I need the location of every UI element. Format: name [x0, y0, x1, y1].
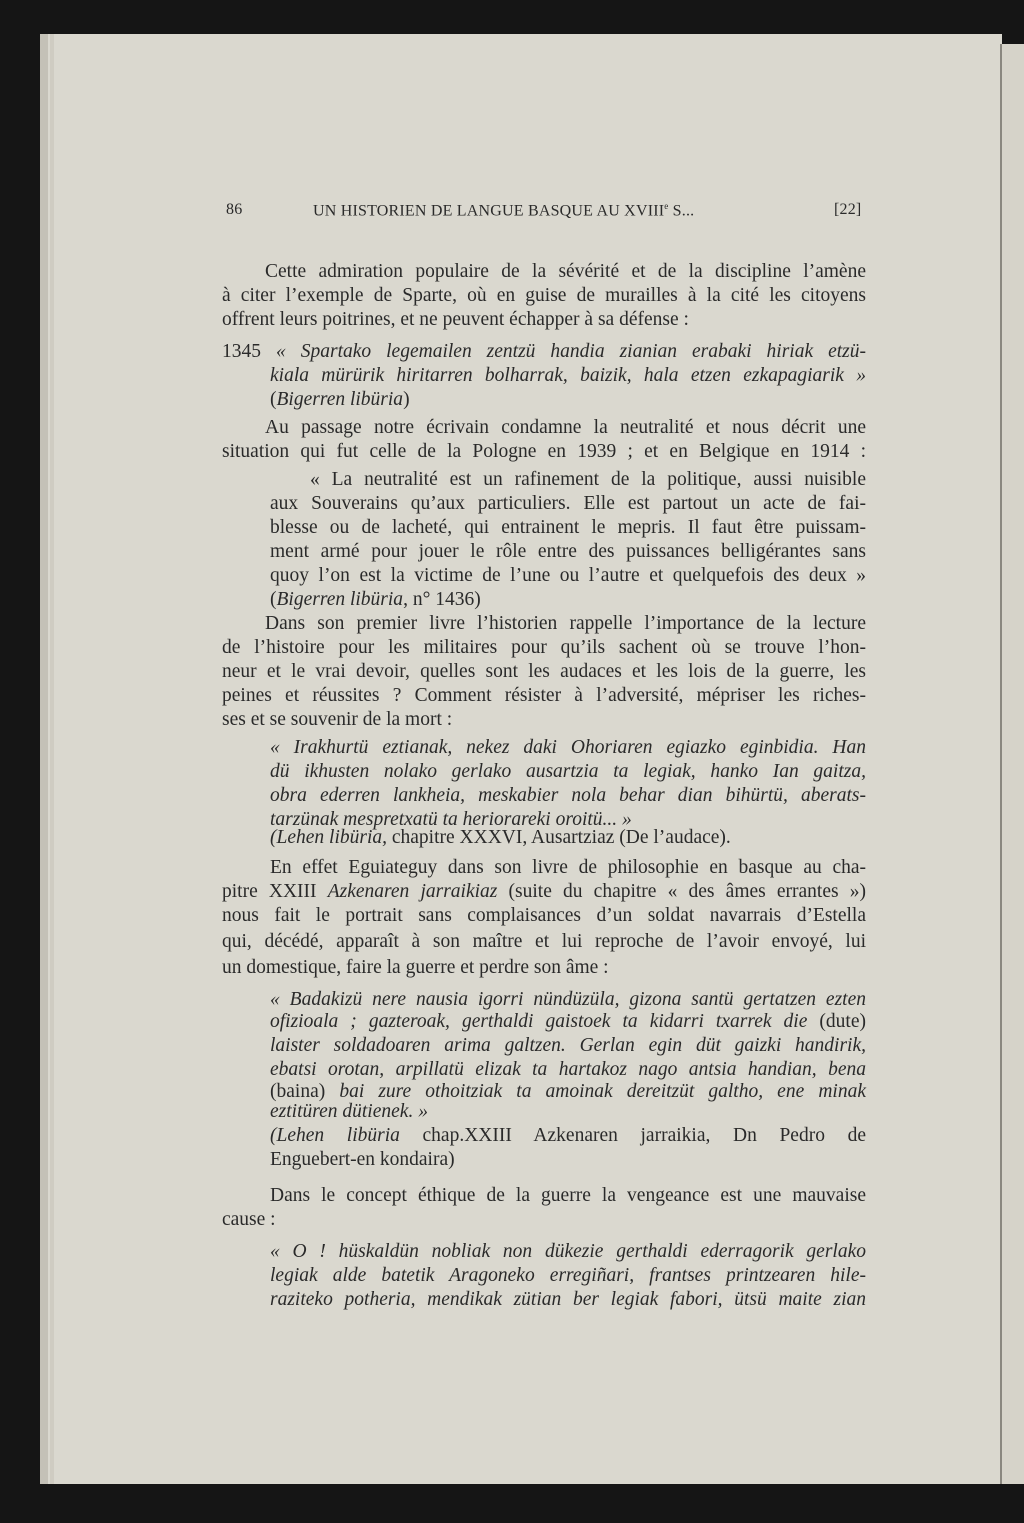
text: un domestique, faire la guerre et perdre son âme :: [222, 957, 609, 978]
text-line: [310, 469, 866, 491]
text-line: [222, 341, 866, 363]
text: Cette admiration populaire de la sévérité et de la discipline l’amène: [265, 261, 866, 282]
italic-text: dü ikhusten nolako gerlako ausartzia ta legiak, hanko Ian gaitza,: [270, 761, 866, 782]
text-line: [222, 661, 866, 683]
italic-text: Bigerren libüria: [276, 589, 404, 610]
facing-page-edge: [1000, 44, 1024, 1484]
italic-text: bai zure othoitziak ta amoinak dereitzüt galtho, ene minak: [339, 1081, 866, 1102]
text-line: [270, 589, 866, 611]
italic-text: raziteko potheria, mendikak zütian ber legiak fabori, ütsü maite zian: [270, 1289, 866, 1310]
italic-text: « Irakhurtü eztianak, nekez daki Ohoriaren egiazko eginbidia. Han: [270, 737, 866, 758]
italic-text: legiak alde batetik Aragoneko erregiñari, frantses printzearen hile-: [270, 1265, 866, 1286]
text-line: [270, 785, 866, 807]
text: , n° 1436): [403, 589, 481, 610]
italic-text: laister soldadoaren arima galtzen. Gerlan egin düt gaizki handirik,: [270, 1035, 866, 1056]
text-line: [270, 1101, 866, 1123]
running-title-sup: e: [664, 201, 669, 211]
italic-text: eztitüren dütienek. »: [270, 1101, 428, 1122]
text: à citer l’exemple de Sparte, où en guise de murailles à la cité les citoyens: [222, 285, 866, 306]
text-line: [270, 1059, 866, 1081]
text: 1345: [222, 341, 276, 362]
text: Enguebert-en kondaira): [270, 1149, 455, 1170]
text: chapitre XXXVI, Ausartziaz (De l’audace).: [387, 827, 731, 848]
text-line: [270, 1185, 866, 1207]
text: de l’histoire pour les militaires pour qu’ils sachent où se trouve l’hon-: [222, 637, 866, 658]
italic-text: (Lehen libüria,: [270, 827, 387, 848]
italic-text: kiala mürürik hiritarren bolharrak, baizik, hala etzen ezkapagiarik »: [270, 365, 866, 386]
text-line: [270, 737, 866, 759]
text-line: [265, 261, 866, 283]
text-line: [222, 441, 866, 463]
text-line: [270, 1011, 866, 1033]
text: nous fait le portrait sans complaisances d’un soldat navarrais d’Estella: [222, 905, 866, 926]
text-line: [222, 1209, 866, 1231]
text-line: [270, 493, 866, 515]
text-line: [270, 761, 866, 783]
text: Dans le concept éthique de la guerre la vengeance est une mauvaise: [270, 1185, 866, 1206]
italic-text: Bigerren libüria: [276, 389, 404, 410]
running-title: [313, 201, 694, 220]
text-line: [270, 1241, 866, 1263]
text: qui, décédé, apparaît à son maître et lui reproche de l’avoir envoyé, lui: [222, 931, 866, 952]
text-line: [222, 285, 866, 307]
text: cause :: [222, 1209, 276, 1230]
text: ): [403, 389, 410, 410]
text-line: [270, 541, 866, 563]
text: (: [270, 389, 277, 410]
bracket-number: [22]: [834, 201, 862, 218]
text: Dans son premier livre l’historien rappelle l’importance de la lecture: [265, 613, 866, 634]
text: (suite du chapitre « des âmes errantes »): [497, 881, 866, 902]
text: Au passage notre écrivain condamne la neutralité et nous décrit une: [265, 417, 866, 438]
text: ment armé pour jouer le rôle entre des puissances belligérantes sans: [270, 541, 866, 562]
italic-text: « Spartako legemailen zentzü handia zianian erabaki hiriak etzü-: [276, 341, 867, 362]
text-line: [222, 709, 866, 731]
italic-text: « O ! hüskaldün nobliak non dükezie gerthaldi ederragorik gerlako: [270, 1241, 866, 1262]
text-line: [270, 857, 866, 879]
text: chap.XXIII Azkenaren jarraikia, Dn Pedro de: [399, 1125, 866, 1146]
page-number: 86: [226, 201, 243, 218]
text-line: [270, 1289, 866, 1311]
text: blesse ou de lacheté, qui entrainent le mepris. Il faut être puissam-: [270, 517, 866, 538]
text-line: [270, 365, 866, 387]
italic-text: ofizioala ; gazteroak, gerthaldi gaistoek ta kidarri txarrek die: [270, 1011, 808, 1032]
italic-text: « Badakizü nere nausia igorri nündüzüla, gizona santü gertatzen ezten: [270, 989, 866, 1010]
text: (baina): [270, 1081, 340, 1102]
text-line: [270, 565, 866, 587]
italic-text: tarzünak mespretxatü ta heriorareki oroitü... »: [270, 809, 632, 830]
text-line: [222, 309, 866, 331]
text: ses et se souvenir de la mort :: [222, 709, 453, 730]
text: (: [270, 589, 277, 610]
text-line: [270, 989, 866, 1011]
text: En effet Eguiateguy dans son livre de philosophie en basque au cha-: [270, 857, 866, 878]
text-line: [270, 1265, 866, 1287]
running-title-end: S...: [668, 202, 695, 220]
text-line: [270, 1149, 866, 1171]
page-edge: [50, 34, 54, 1484]
italic-text: Azkenaren jarraikiaz: [327, 881, 498, 902]
text-line: [270, 389, 866, 411]
text-line: [270, 517, 866, 539]
text-line: [222, 905, 866, 927]
text-line: [265, 417, 866, 439]
text-line: [222, 957, 866, 979]
text-line: [270, 827, 866, 849]
text: « La neutralité est un rafinement de la politique, aussi nuisible: [310, 469, 866, 490]
italic-text: obra ederren lankheia, meskabier nola behar dian bihürtü, aberats-: [270, 785, 866, 806]
text-line: [222, 637, 866, 659]
text-line: [270, 1125, 866, 1147]
text: neur et le vrai devoir, quelles sont les audaces et les lois de la guerre, les: [222, 661, 866, 682]
text-line: [265, 613, 866, 635]
text: peines et réussites ? Comment résister à l’adversité, mépriser les riches-: [222, 685, 866, 706]
italic-text: ebatsi orotan, arpillatü elizak ta hartakoz nago antsia handian, bena: [270, 1059, 866, 1080]
text: pitre XXIII: [222, 881, 328, 902]
text: (dute): [807, 1011, 866, 1032]
text-line: [222, 931, 866, 953]
text: aux Souverains qu’aux particuliers. Elle est partout un acte de fai-: [270, 493, 866, 514]
text-line: [222, 881, 866, 903]
running-title-text: UN HISTORIEN DE LANGUE BASQUE AU XVIII: [313, 202, 665, 220]
text: offrent leurs poitrines, et ne peuvent échapper à sa défense :: [222, 309, 689, 330]
text-line: [270, 1081, 866, 1103]
page-edge: [40, 34, 48, 1484]
text: quoy l’on est la victime de l’une ou l’autre et quelquefois des deux »: [270, 565, 866, 586]
italic-text: (Lehen libüria: [270, 1125, 400, 1146]
text-line: [270, 1035, 866, 1057]
text-line: [222, 685, 866, 707]
text: situation qui fut celle de la Pologne en 1939 ; et en Belgique en 1914 :: [222, 441, 866, 462]
